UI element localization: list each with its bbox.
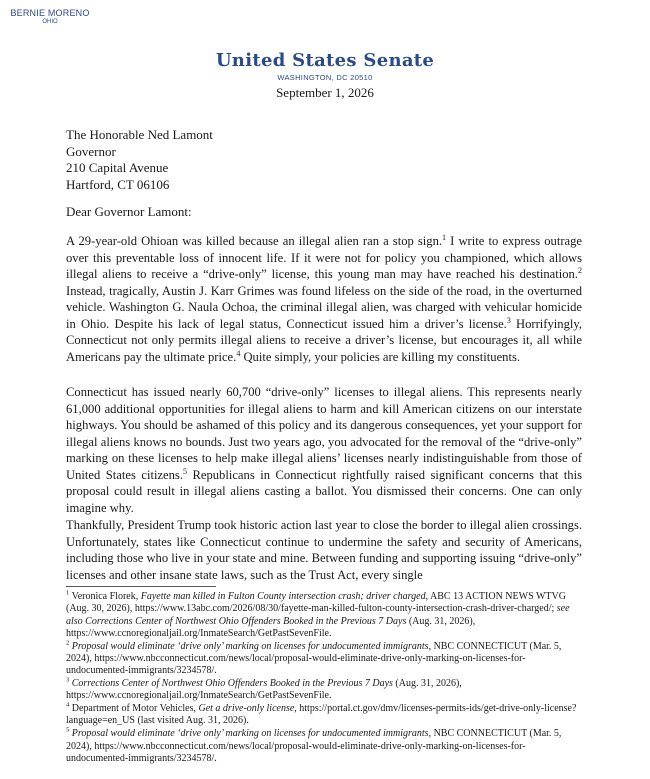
senate-title: United States Senate bbox=[215, 50, 435, 71]
footnote-5 bbox=[66, 728, 582, 765]
footnote-2 bbox=[66, 641, 582, 678]
p2-sentence: Connecticut has issued nearly 60,700 “drive-only” licenses to illegal aliens. This represents nearly 61,000 additional opportunities for illegal aliens to harm and kill American citizens on our interstate highways. You should be ashamed of this policy and its dangerous consequences, yet your support for illegal aliens knows no bounds. Just two years ago, you advocated for the removal of the “drive-only” marking on these licenses to help make illegal aliens’ licenses nearly indistinguishable from those of United States citizens. bbox=[66, 385, 582, 482]
footnote-text: , ABC 13 ACTION NEWS WTVG (Aug. 30, 2026), https://www.13abc.com/2026/08/30/fayette-man-killed-fulton-county-intersection-crash-driver-charged/; bbox=[66, 591, 566, 615]
footnote-italic: see also Corrections Center of Northwest Ohio Offenders Booked in the Previous 7 Days bbox=[66, 603, 570, 627]
footnote-text: Department of Motor Vehicles, bbox=[71, 703, 199, 715]
recipient-name: The Honorable Ned Lamont bbox=[66, 127, 213, 142]
senator-header bbox=[10, 8, 90, 25]
paragraph-1 bbox=[66, 233, 582, 365]
footnote-number: 2 bbox=[66, 639, 70, 647]
footnote-ref-4: 4 bbox=[236, 348, 241, 358]
footnote-text: Veronica Florek, bbox=[71, 591, 141, 602]
footnote-number: 3 bbox=[66, 676, 70, 684]
footnote-text: (Aug. 31, 2026), https://www.ccnoregionaljail.org/InmateSearch/GetPastSevenFile. bbox=[66, 615, 476, 639]
salutation: Dear Governor Lamont: bbox=[66, 204, 192, 219]
footnote-ref-3: 3 bbox=[506, 315, 511, 325]
footnote-number: 4 bbox=[66, 701, 70, 709]
paragraph-2 bbox=[66, 384, 582, 516]
footnote-italic: Get a drive-only license bbox=[198, 703, 295, 715]
footnote-number: 5 bbox=[66, 726, 70, 734]
footnote-3 bbox=[66, 678, 582, 703]
recipient-title: Governor bbox=[66, 143, 116, 159]
recipient-city: Hartford, CT 06106 bbox=[66, 176, 170, 192]
footnote-divider bbox=[66, 586, 216, 587]
p1-sentence: A 29-year-old Ohioan was killed because an illegal alien ran a stop sign. bbox=[66, 234, 443, 248]
letter-date: September 1, 2026 bbox=[276, 85, 374, 100]
p1-sentence: Instead, tragically, Austin J. Karr Grimes was found lifeless on the side of the road, in the overturned vehicle. Washington G. Naula Ochoa, the criminal illegal alien, was charged with vehicular homicide in Ohio. Despite his lack of legal status, Connecticut issued him a driver’s license. bbox=[66, 283, 582, 331]
footnote-italic: Fayette man killed in Fulton County intersection crash; driver charged bbox=[140, 591, 426, 602]
senator-name: BERNIE MORENO bbox=[10, 8, 90, 18]
senate-address: WASHINGTON, DC 20510 bbox=[277, 73, 373, 82]
letterhead bbox=[0, 50, 650, 101]
footnote-text: , https://portal.ct.gov/dmv/licenses-permits-ids/get-drive-only-license?language=en_US (last visited Aug. 31, 2026). bbox=[66, 703, 577, 727]
p1-sentence: Horrifyingly, Connecticut not only permits illegal aliens to receive a driver’s license, but encourages it, all while Americans pay the ultimate price. bbox=[66, 316, 583, 364]
footnote-ref-1: 1 bbox=[442, 232, 447, 242]
p1-sentence: I write to express outrage over this preventable loss of innocent life. If it were not for policy you championed, which allows illegal aliens to receive a “drive-only” license, this young man may have reached his destination. bbox=[66, 234, 582, 281]
recipient-street: 210 Capital Avenue bbox=[66, 160, 169, 175]
footnote-text: , NBC CONNECTICUT (Mar. 5, 2024), https://www.nbcconnecticut.com/news/local/proposal-would-eliminate-drive-only-marking-on-licenses-for-undocumented-immigrants/3234578/. bbox=[66, 640, 562, 677]
recipient-address bbox=[66, 127, 213, 193]
p1-sentence: Quite simply, your policies are killing my constituents. bbox=[240, 349, 521, 364]
footnote-italic: Proposal would eliminate ‘drive only’ marking on licenses for undocumented immigrants bbox=[71, 640, 429, 652]
footnote-text: (Aug. 31, 2026), https://www.ccnoregionaljail.org/InmateSearch/GetPastSevenFile. bbox=[66, 678, 462, 702]
senator-state: OHIO bbox=[42, 19, 58, 25]
footnote-1 bbox=[66, 591, 582, 640]
p2-sentence: Republicans in Connecticut rightfully raised significant concerns that this proposal could result in illegal aliens casting a ballot. You dismissed their concerns. One can only imagine why. bbox=[66, 467, 582, 515]
footnote-number: 1 bbox=[66, 589, 70, 597]
footnote-text: , NBC CONNECTICUT (Mar. 5, 2024), https://www.nbcconnecticut.com/news/local/proposal-would-eliminate-drive-only-marking-on-licenses-for-undocumented-immigrants/3234578/. bbox=[66, 728, 562, 764]
footnotes bbox=[66, 591, 582, 766]
footnote-4 bbox=[66, 703, 582, 728]
footnote-italic: Corrections Center of Northwest Ohio Offenders Booked in the Previous 7 Days bbox=[71, 678, 393, 690]
footnote-italic: Proposal would eliminate ‘drive only’ marking on licenses for undocumented immigrants bbox=[71, 728, 429, 740]
paragraph-3: Thankfully, President Trump took historic action last year to close the border to illegal alien crossings. Unfortunately, states like Connecticut continue to undermine the safety and security of Americans, including those who live in your state and mine. Between funding and supporting issuing “drive-only” licenses and other insane state laws, such as the Trust Act, every single bbox=[66, 518, 582, 582]
footnote-ref-5: 5 bbox=[182, 466, 187, 476]
footnote-ref-2: 2 bbox=[578, 265, 582, 275]
